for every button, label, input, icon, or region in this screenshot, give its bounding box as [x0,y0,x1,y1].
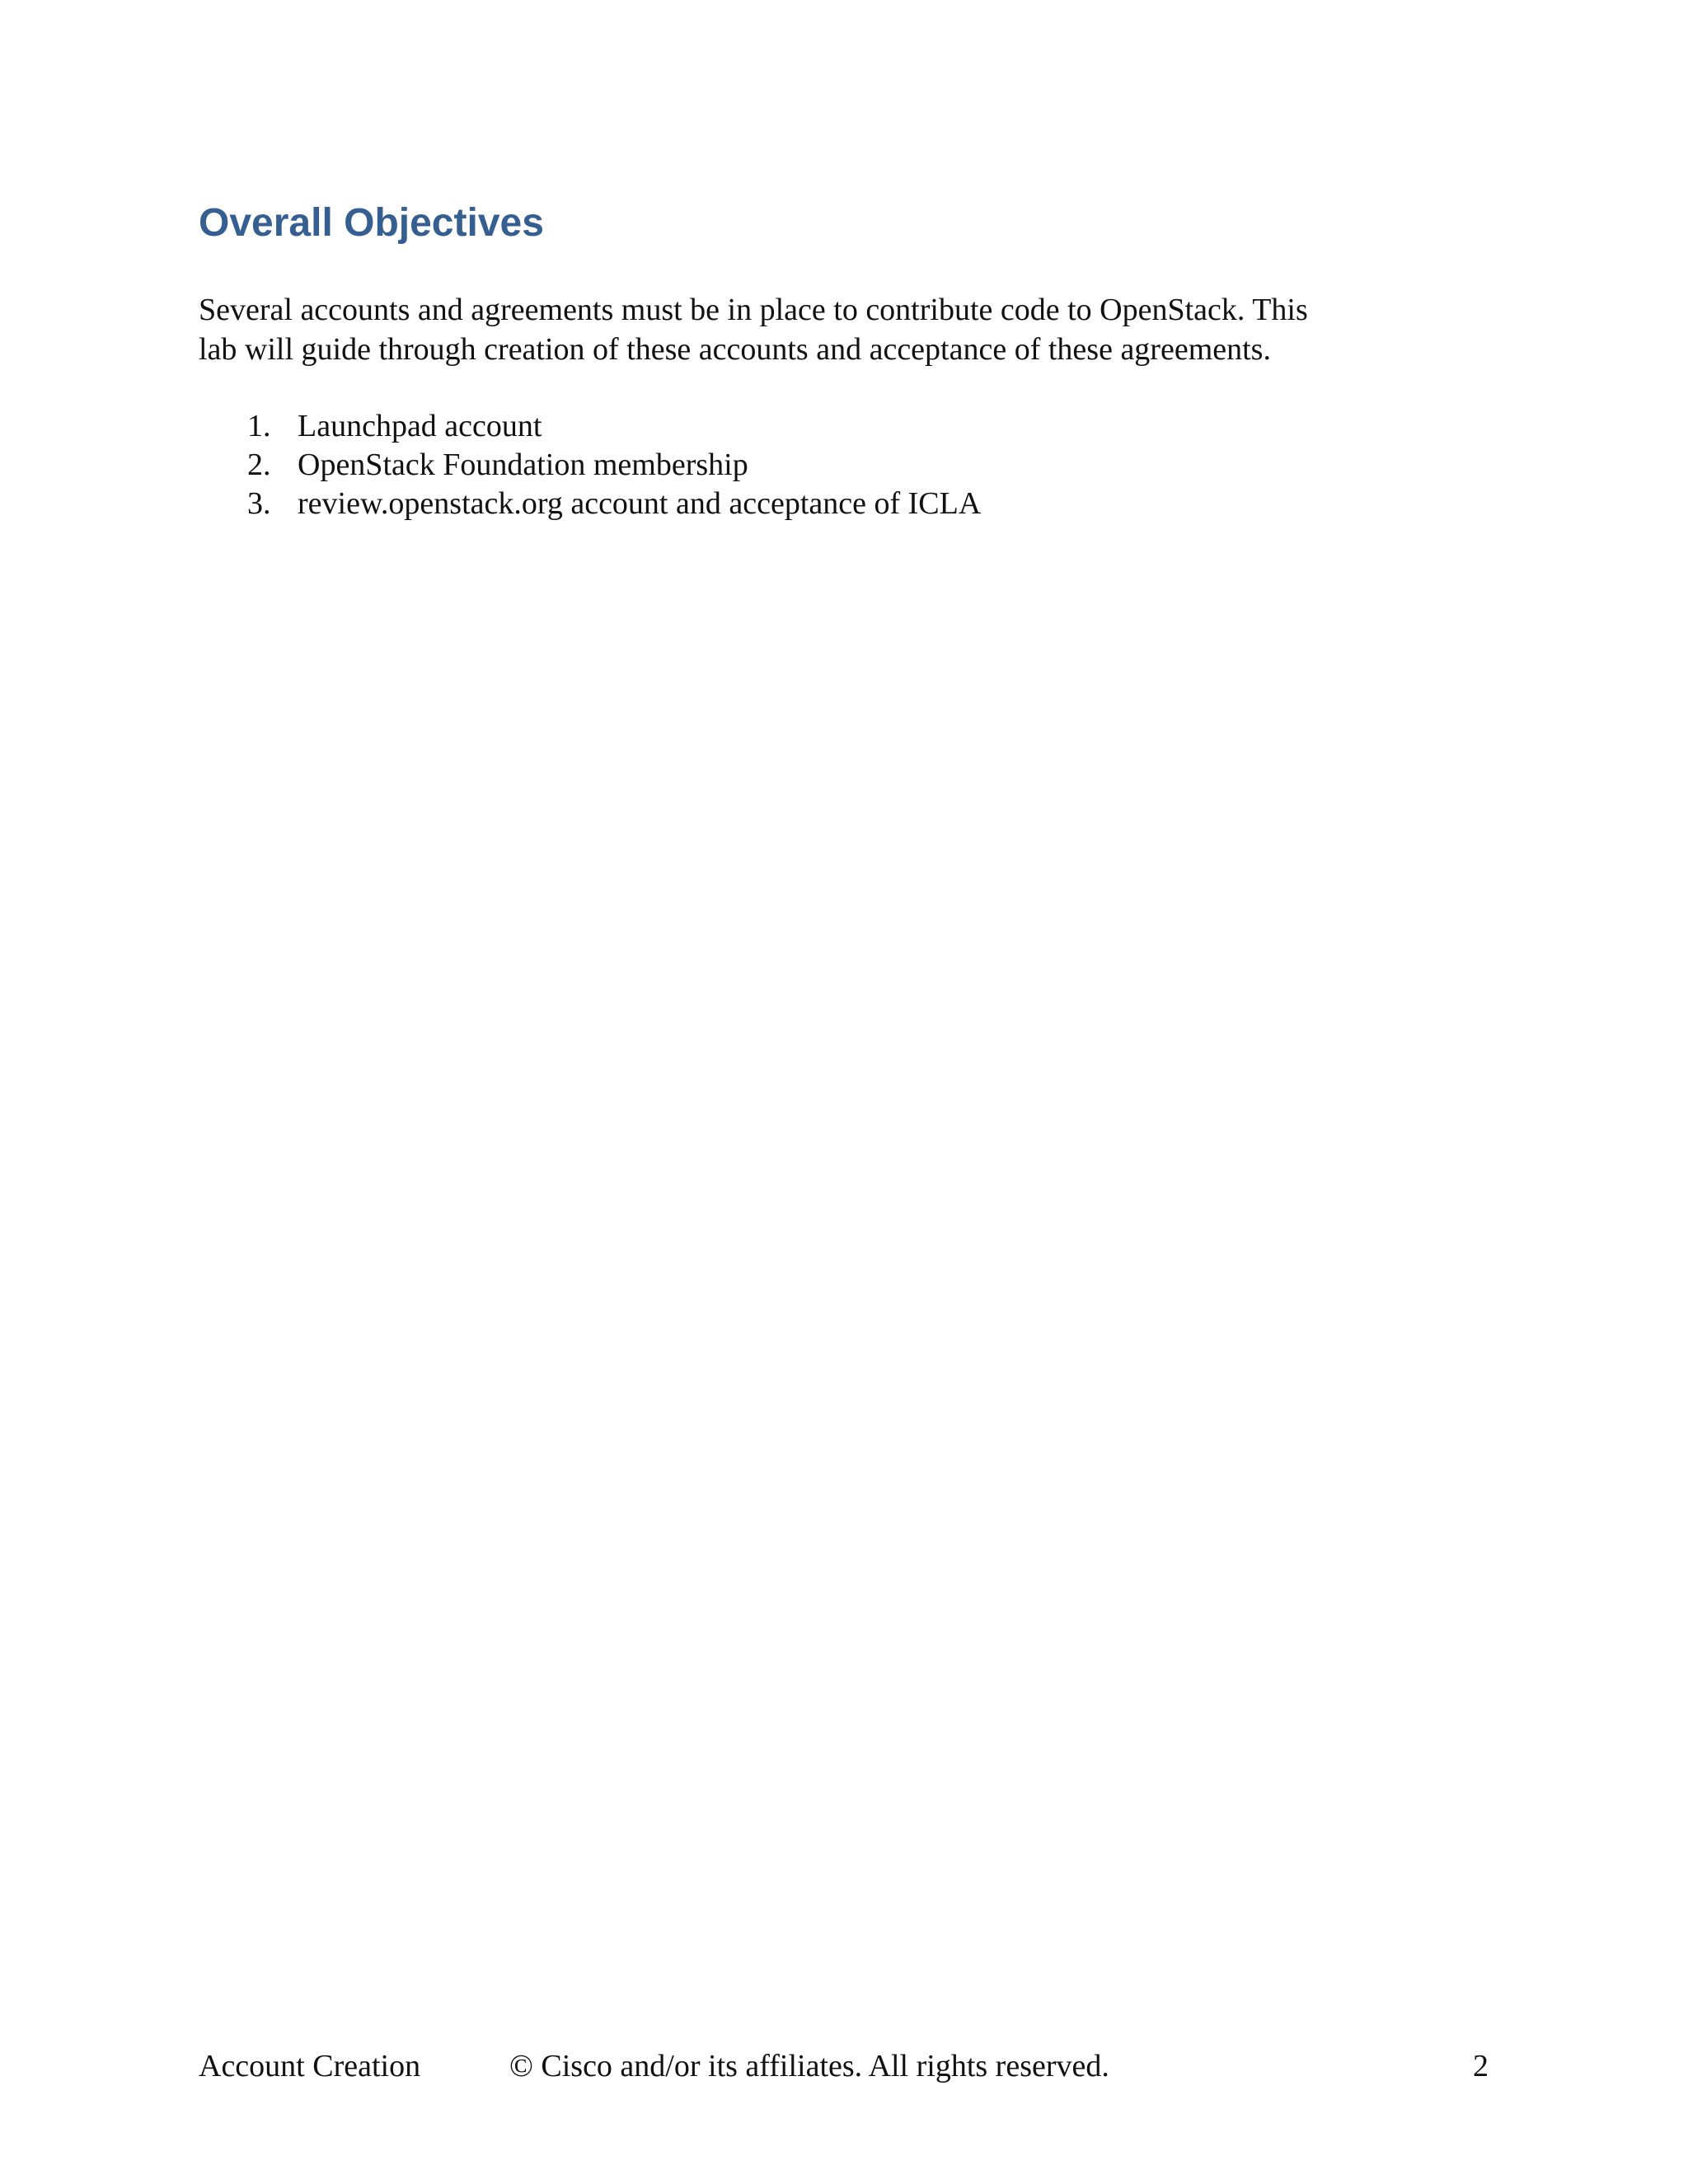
list-number: 2. [247,448,271,482]
list-item [199,446,981,485]
footer-copyright: © Cisco and/or its affiliates. All rights reserved. [509,2049,1109,2083]
paragraph-line: lab will guide through creation of these accounts and acceptance of these agreements. [199,332,1271,367]
list-item [199,485,981,523]
paragraph-line: Several accounts and agreements must be in place to contribute code to OpenStack. This [199,293,1308,327]
list-number: 3. [247,486,271,521]
objectives-list [199,407,981,523]
page-footer [199,2046,1489,2087]
list-item-text: Launchpad account [298,409,542,443]
footer-page-number: 2 [1473,2049,1489,2083]
list-item [199,407,981,446]
section-heading: Overall Objectives [199,201,544,245]
list-item-text: review.openstack.org account and acceptance of ICLA [298,486,982,521]
list-item-text: OpenStack Foundation membership [298,448,748,482]
footer-document-title: Account Creation [199,2049,421,2083]
list-number: 1. [247,409,271,443]
intro-paragraph [199,290,1501,369]
